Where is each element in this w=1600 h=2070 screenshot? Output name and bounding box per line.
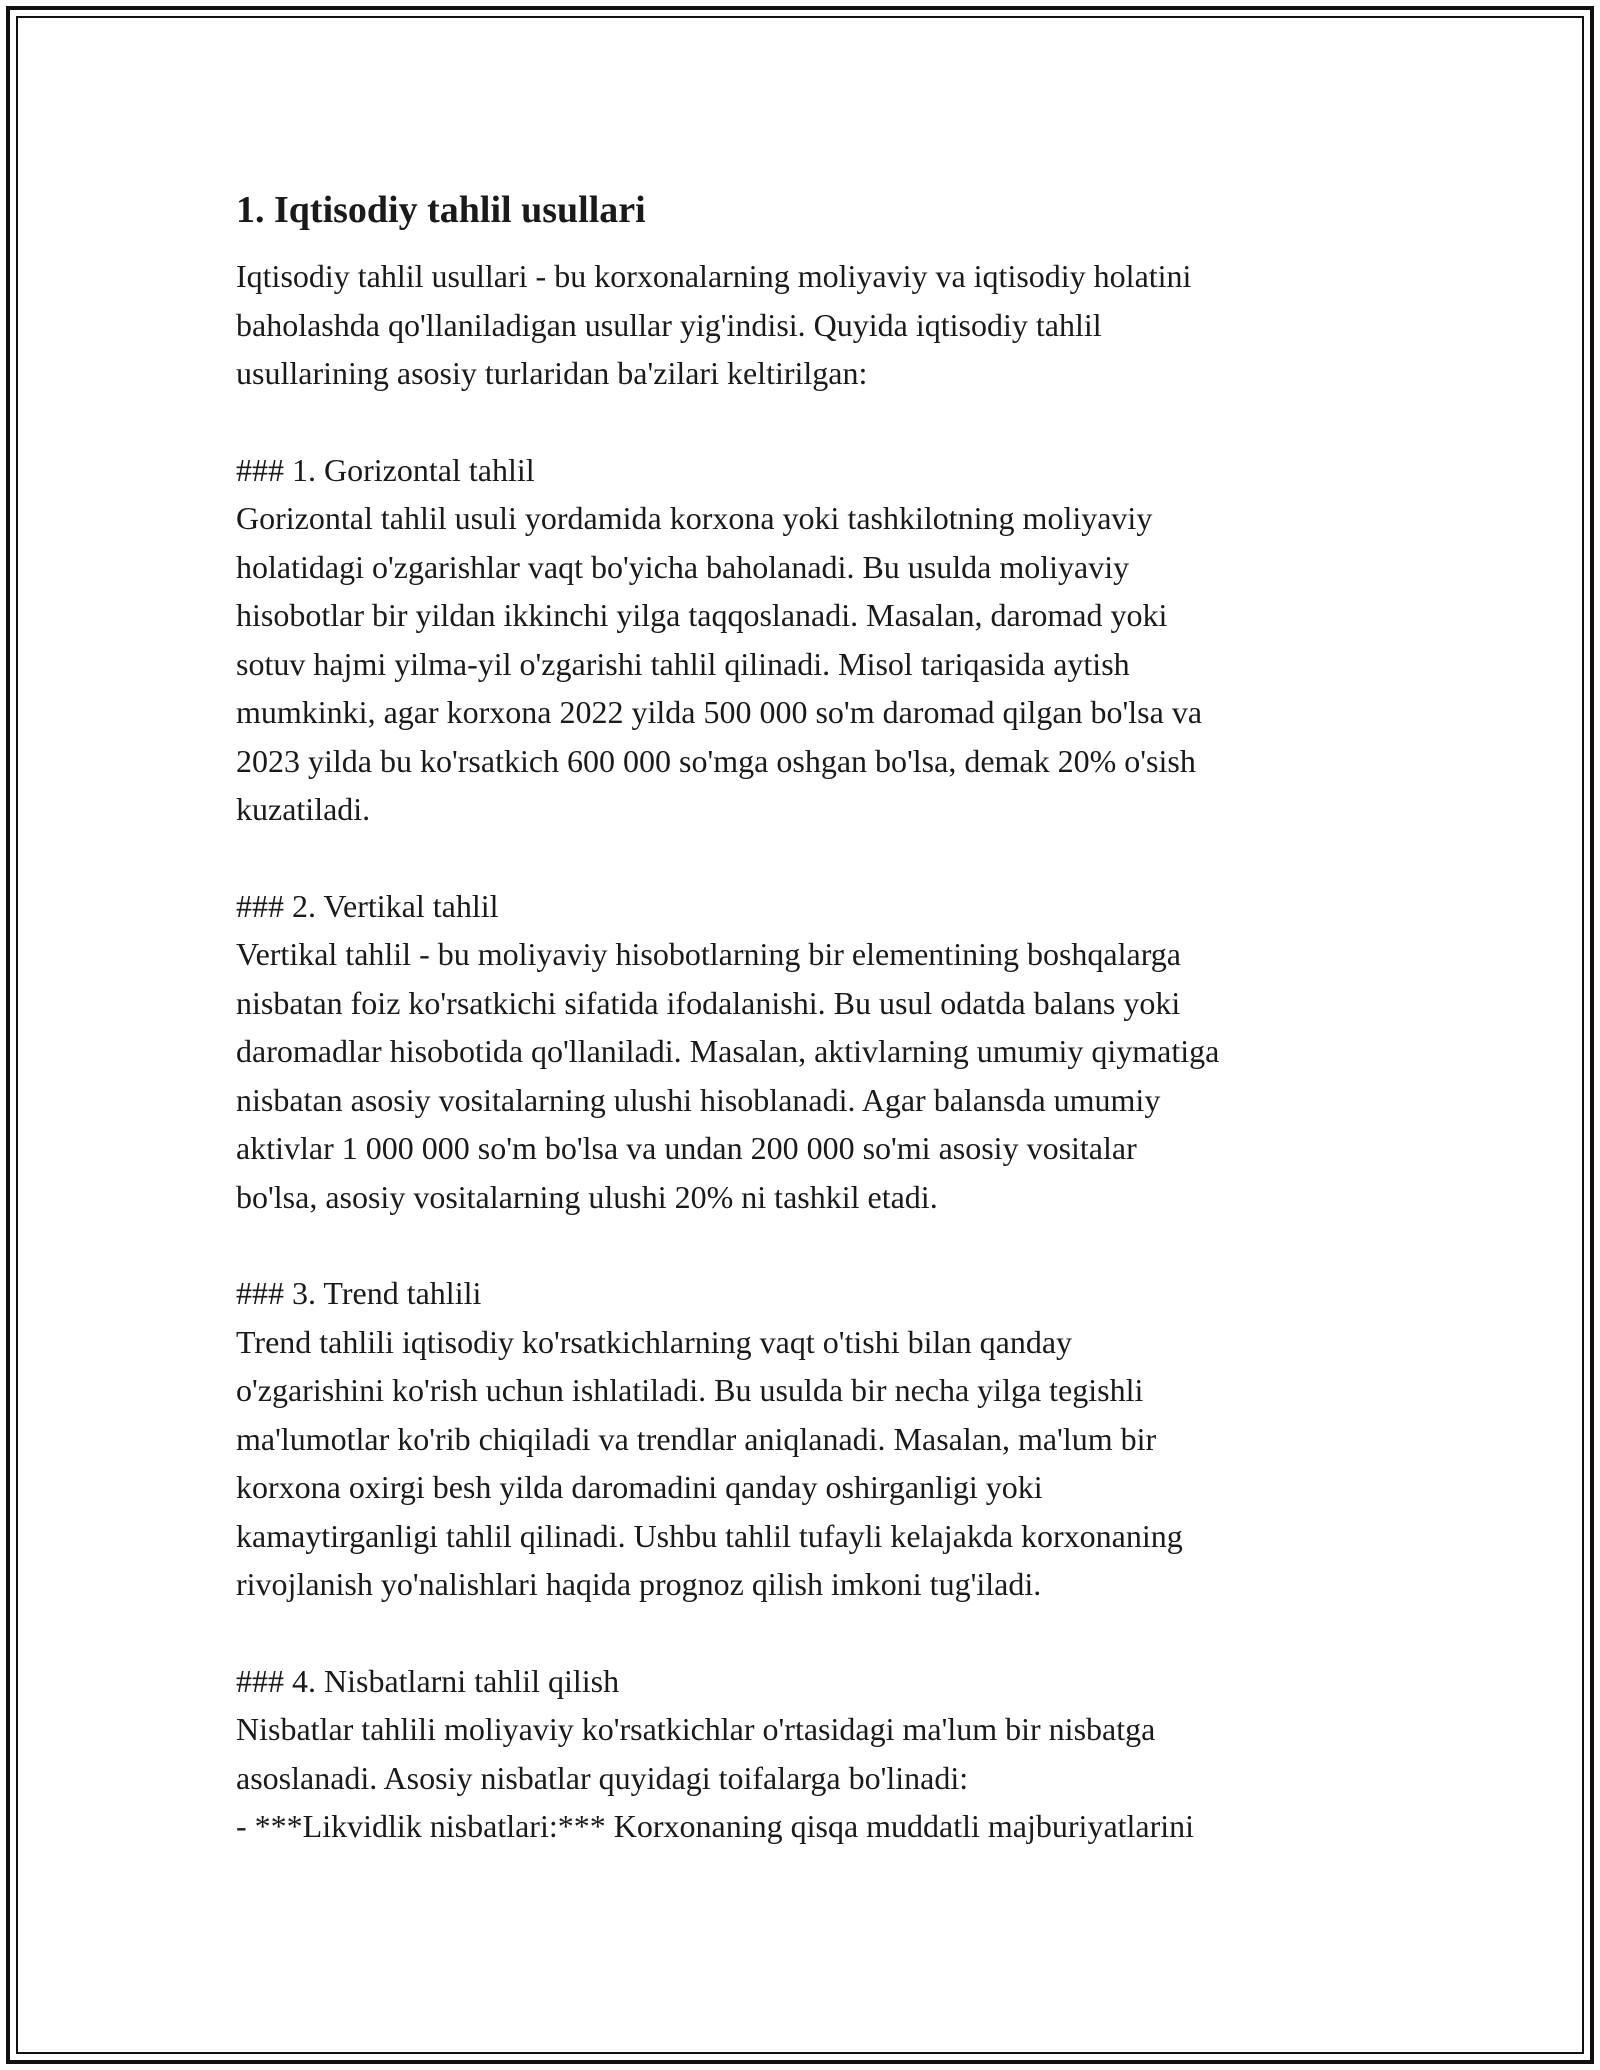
text-line: Iqtisodiy tahlil usullari - bu korxonalarning moliyaviy va iqtisodiy holatini [236, 258, 1192, 294]
text-line: nisbatan asosiy vositalarning ulushi hisoblanadi. Agar balansda umumiy [236, 1081, 1161, 1118]
paragraph-gap [236, 1609, 1376, 1657]
section-vertical-analysis [236, 882, 1376, 1222]
text-line: Trend tahlili iqtisodiy ko'rsatkichlarning vaqt o'tishi bilan qanday [236, 1323, 1073, 1360]
page-title: 1. Iqtisodiy tahlil usullari [236, 189, 646, 231]
text-line: Vertikal tahlil - bu moliyaviy hisobotlarning bir elementining boshqalarga [236, 936, 1181, 972]
text-line: kamaytirganligi tahlil qilinadi. Ushbu tahlil tufayli kelajakda korxonaning [236, 1517, 1183, 1554]
text-line: kuzatiladi. [236, 791, 371, 827]
text-line: usullarining asosiy turlaridan ba'zilari keltirilgan: [236, 355, 868, 391]
text-line: korxona oxirgi besh yilda daromadini qanday oshirganligi yoki [236, 1469, 1043, 1505]
paragraph-gap [236, 1221, 1376, 1269]
section-heading: ### 1. Gorizontal tahlil [236, 451, 535, 488]
text-line: asoslanadi. Asosiy nisbatlar quyidagi toifalarga bo'linadi: [236, 1759, 969, 1796]
text-line: Nisbatlar tahlili moliyaviy ko'rsatkichlar o'rtasidagi ma'lum bir nisbatga [236, 1711, 1156, 1747]
text-line: 2023 yilda bu ko'rsatkich 600 000 so'mga oshgan bo'lsa, demak 20% o'sish [236, 742, 1196, 779]
section-horizontal-analysis [236, 446, 1376, 834]
text-line: mumkinki, agar korxona 2022 yilda 500 000 so'm daromad qilgan bo'lsa va [236, 694, 1203, 730]
section-ratio-analysis [236, 1657, 1376, 1851]
text-line: baholashda qo'llaniladigan usullar yig'indisi. Quyida iqtisodiy tahlil [236, 306, 1102, 343]
section-trend-analysis [236, 1269, 1376, 1609]
text-line: daromadlar hisobotida qo'llaniladi. Masalan, aktivlarning umumiy qiymatiga [236, 1033, 1220, 1069]
paragraph-gap [236, 834, 1376, 882]
text-line: holatidagi o'zgarishlar vaqt bo'yicha baholanadi. Bu usulda moliyaviy [236, 548, 1130, 585]
document-page [236, 186, 1376, 1851]
section-heading: ### 2. Vertikal tahlil [236, 887, 499, 924]
text-line: hisobotlar bir yildan ikkinchi yilga taqqoslanadi. Masalan, daromad yoki [236, 597, 1168, 633]
intro-paragraph [236, 252, 1376, 398]
text-line: aktivlar 1 000 000 so'm bo'lsa va undan 200 000 so'mi asosiy vositalar [236, 1130, 1137, 1166]
text-line: ma'lumotlar ko'rib chiqiladi va trendlar aniqlanadi. Masalan, ma'lum bir [236, 1420, 1157, 1457]
text-line: rivojlanish yo'nalishlari haqida prognoz qilish imkoni tug'iladi. [236, 1566, 1042, 1602]
text-line: sotuv hajmi yilma-yil o'zgarishi tahlil qilinadi. Misol tariqasida aytish [236, 645, 1130, 682]
text-line: Gorizontal tahlil usuli yordamida korxona yoki tashkilotning moliyaviy [236, 500, 1153, 536]
text-line: o'zgarishini ko'rish uchun ishlatiladi. Bu usulda bir necha yilga tegishli [236, 1372, 1144, 1408]
section-heading: ### 3. Trend tahlili [236, 1275, 482, 1311]
section-heading: ### 4. Nisbatlarni tahlil qilish [236, 1662, 620, 1699]
list-item: - ***Likvidlik nisbatlari:*** Korxonaning qisqa muddatli majburiyatlarini [236, 1808, 1195, 1844]
text-line: nisbatan foiz ko'rsatkichi sifatida ifodalanishi. Bu usul odatda balans yoki [236, 984, 1181, 1021]
paragraph-gap [236, 398, 1376, 446]
text-line: bo'lsa, asosiy vositalarning ulushi 20% ni tashkil etadi. [236, 1178, 938, 1215]
